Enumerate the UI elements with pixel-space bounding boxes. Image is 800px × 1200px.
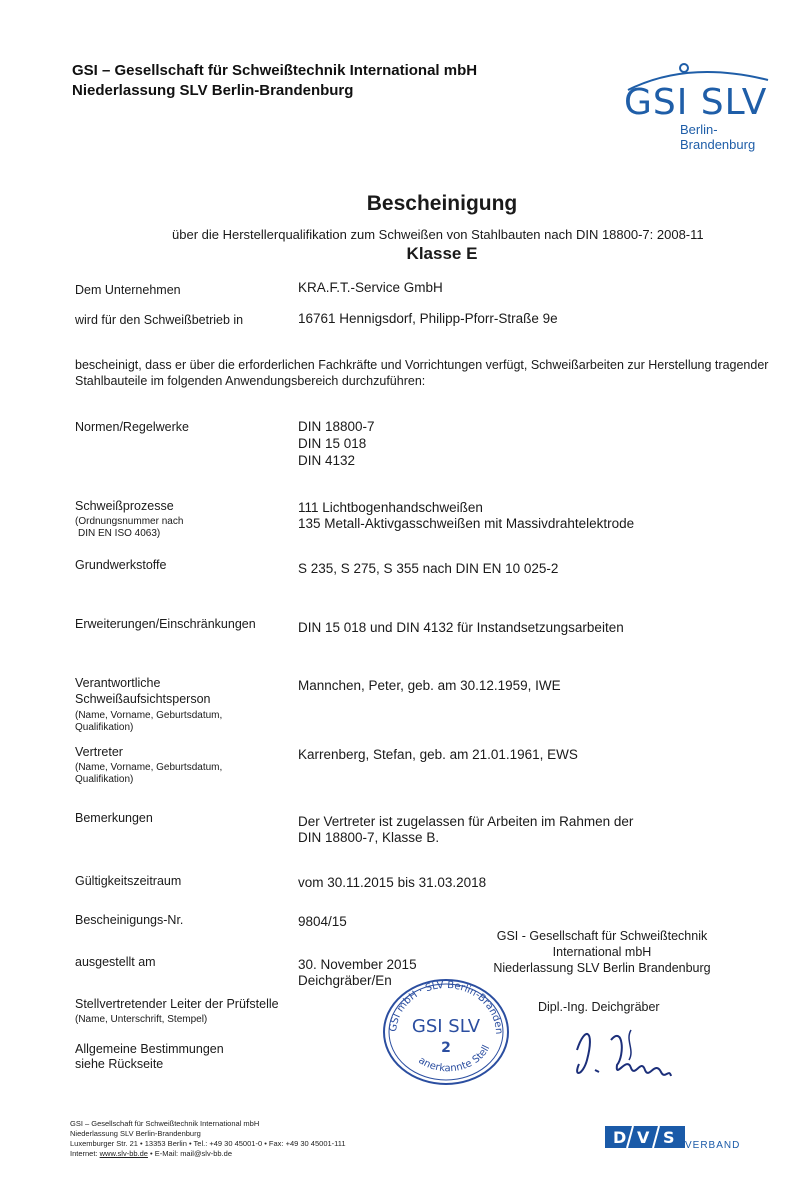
dvs-logo [605,1124,687,1155]
site-label: wird für den Schweißbetrieb in [75,313,244,327]
signer-name: Dipl.-Ing. Deichgräber [538,1000,660,1014]
klasse-heading: Klasse E [406,244,478,263]
footer-email-label: • E-Mail: [147,1149,181,1158]
signature-block-line-1: GSI - Gesellschaft für Schweißtechnik [496,929,708,943]
aufsicht-note-2: Qualifikation) [75,722,134,733]
ausgestellt-label: ausgestellt am [75,955,156,969]
aufsicht-value: Mannchen, Peter, geb. am 30.12.1959, IWE [298,678,561,693]
svg-text:S: S [663,1128,675,1147]
normen-value-2: DIN 15 018 [298,436,367,451]
logo-text: GSI SLV [624,82,768,123]
bestimmungen-line-1: Allgemeine Bestimmungen [75,1042,224,1056]
footer-line-4 [70,1149,346,1159]
erweiterungen-value: DIN 15 018 und DIN 4132 für Instandsetzungsarbeiten [298,620,624,635]
official-stamp [378,974,514,1091]
footer-line-1: GSI – Gesellschaft für Schweißtechnik International mbH [70,1119,260,1128]
svg-text:anerkannte Stelle: anerkannte Stell [416,1043,493,1075]
footer-website-link[interactable]: www.slv-bb.de [99,1149,148,1158]
document-subtitle: über die Herstellerqualifikation zum Schweißen von Stahlbauten nach DIN 18800-7: 2008-11 [172,227,704,242]
bemerkungen-line-2: DIN 18800-7, Klasse B. [298,830,440,845]
signature-block-line-2: International mbH [552,945,652,959]
prozesse-note-1: (Ordnungsnummer nach [75,516,184,527]
dvs-verband-label: VERBAND [685,1140,741,1151]
ausgestellt-date: 30. November 2015 [298,957,417,972]
nummer-label: Bescheinigungs-Nr. [75,913,184,927]
erweiterungen-label: Erweiterungen/Einschränkungen [75,617,256,631]
gueltigkeit-label: Gültigkeitszeitraum [75,874,182,888]
bemerkungen-label: Bemerkungen [75,811,153,825]
vertreter-value: Karrenberg, Stefan, geb. am 21.01.1961, EWS [298,747,578,762]
signature-block [482,928,722,976]
leiter-note: (Name, Unterschrift, Stempel) [75,1014,208,1025]
company-value: KRA.F.T.-Service GmbH [298,280,443,295]
site-value: 16761 Hennigsdorf, Philipp-Pforr-Straße 9e [298,311,558,326]
handwritten-signature [565,1020,685,1095]
footer [70,1119,346,1159]
ausgestellt-by: Deichgräber/En [298,973,392,988]
svg-text:GSI SLV: GSI SLV [411,1016,481,1037]
normen-value-3: DIN 4132 [298,453,356,468]
header-line-2: Niederlassung SLV Berlin-Brandenburg [72,82,354,99]
normen-value-1: DIN 18800-7 [298,419,375,434]
footer-internet-label: Internet: [70,1149,100,1158]
svg-text:GSI mbH · SLV Berlin-Brandenbu: GSI mbH · SLV Berlin-Branden [387,979,505,1035]
signature-block-line-3: Niederlassung SLV Berlin Brandenburg [493,961,711,975]
intro-paragraph: bescheinigt, dass er über die erforderlichen Fachkräfte und Vorrichtungen verfügt, Schweißarbeiten zur Herstellung tragender Stahlbauteile im folgenden Anwendungsbereich durchzuführen: [75,358,769,388]
prozesse-label: Schweißprozesse [75,499,174,513]
footer-email[interactable]: mail@slv-bb.de [180,1149,232,1158]
svg-text:D: D [613,1128,627,1147]
aufsicht-note-1: (Name, Vorname, Geburtsdatum, [75,710,223,721]
footer-line-2: Niederlassung SLV Berlin-Brandenburg [70,1129,201,1138]
company-label: Dem Unternehmen [75,283,181,297]
footer-line-3: Luxemburger Str. 21 • 13353 Berlin • Tel.: +49 30 45001-0 • Fax: +49 30 45001-111 [70,1139,346,1148]
logo-sub-2: Brandenburg [680,137,756,152]
grundwerkstoffe-label: Grundwerkstoffe [75,558,167,572]
document-title: Bescheinigung [366,192,518,215]
vertreter-note-1: (Name, Vorname, Geburtsdatum, [75,762,223,773]
aufsicht-label-2: Schweißaufsichtsperson [75,692,211,706]
vertreter-label: Vertreter [75,745,123,759]
nummer-value: 9804/15 [298,914,347,929]
leiter-label: Stellvertretender Leiter der Prüfstelle [75,997,279,1011]
prozesse-note-2: DIN EN ISO 4063) [78,528,161,539]
prozesse-value-2: 135 Metall-Aktivgasschweißen mit Massivdrahtelektrode [298,516,635,531]
aufsicht-label-1: Verantwortliche [75,676,161,690]
gueltigkeit-value: vom 30.11.2015 bis 31.03.2018 [298,875,487,890]
normen-label: Normen/Regelwerke [75,420,189,434]
prozesse-value-1: 111 Lichtbogenhandschweißen [298,500,483,515]
bestimmungen-line-2: siehe Rückseite [75,1057,164,1071]
svg-text:V: V [637,1128,650,1147]
header-line-1: GSI – Gesellschaft für Schweißtechnik International mbH [72,62,478,79]
svg-text:2: 2 [441,1040,451,1056]
grundwerkstoffe-value: S 235, S 275, S 355 nach DIN EN 10 025-2 [298,561,559,576]
logo-sub-1: Berlin- [680,122,718,137]
vertreter-note-2: Qualifikation) [75,774,134,785]
bemerkungen-line-1: Der Vertreter ist zugelassen für Arbeiten im Rahmen der [298,814,634,829]
